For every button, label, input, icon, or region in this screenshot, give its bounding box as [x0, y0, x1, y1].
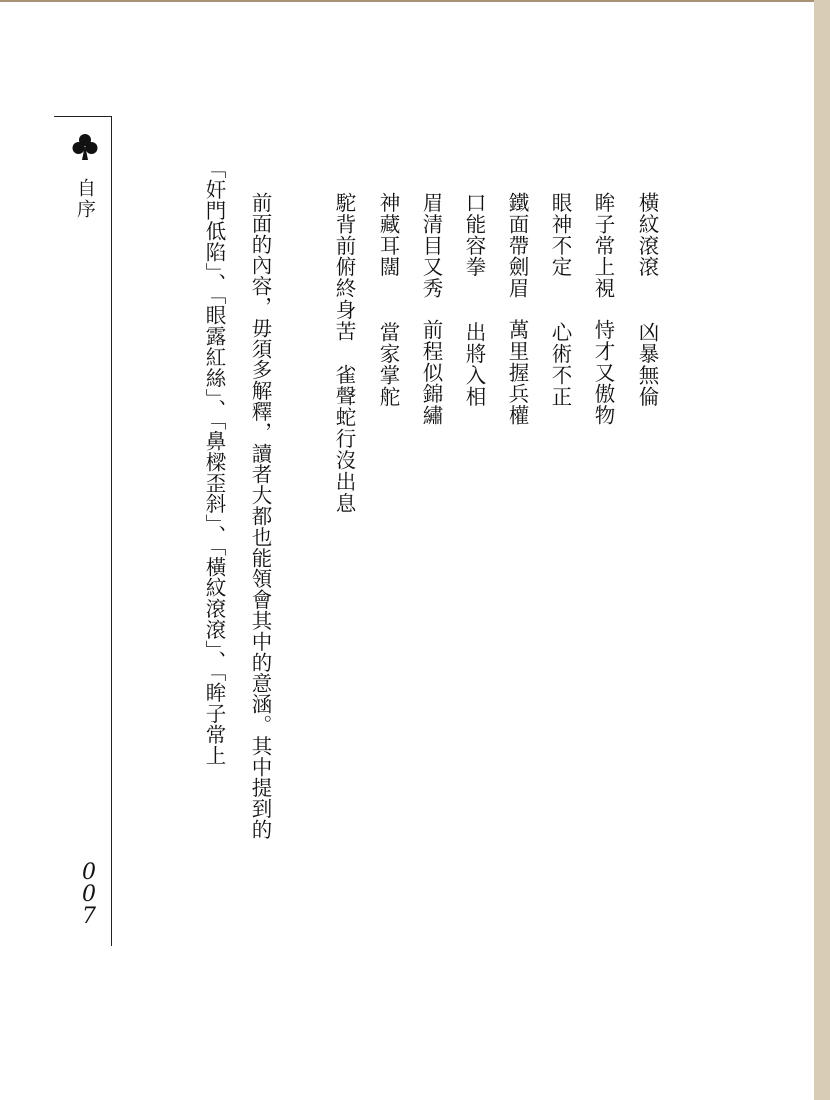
verse-first: 眸子常上視 — [591, 192, 615, 299]
verse-line-6 — [418, 192, 444, 426]
verse-second: 恃才又傲物 — [591, 319, 615, 426]
verse-first: 神藏耳闊 — [376, 192, 400, 278]
verse-first: 眉清目又秀 — [419, 192, 443, 299]
verse-first: 駝背前俯終身苦 — [332, 192, 356, 342]
prose-line-2: 「奸門低陷」、「眼露紅絲」、「鼻樑歪斜」、「橫紋滾滾」、「眸子常上 — [202, 158, 226, 766]
verse-second: 雀聲蛇行沒出息 — [332, 363, 356, 514]
verse-line-3 — [547, 192, 573, 407]
verse-first: 橫紋滾滾 — [635, 192, 659, 278]
verse-first: 眼神不定 — [548, 192, 572, 278]
verse-first: 鐵面帶劍眉 — [505, 192, 529, 299]
verse-first: 口能容拳 — [462, 192, 486, 278]
header-rule-horizontal — [54, 116, 112, 117]
verse-line-8 — [331, 192, 357, 514]
verse-second: 出將入相 — [462, 321, 486, 408]
club-icon — [72, 133, 98, 161]
verse-second: 心術不正 — [548, 321, 572, 408]
right-margin-strip — [814, 0, 830, 1100]
verse-line-7 — [375, 192, 401, 407]
section-title: 自序 — [74, 178, 96, 220]
verse-second: 當家掌舵 — [376, 321, 400, 408]
page-number: 007 — [82, 860, 96, 929]
verse-second: 萬里握兵權 — [505, 319, 529, 426]
verse-second: 凶暴無倫 — [635, 321, 659, 408]
verse-line-4 — [504, 192, 530, 426]
verse-second: 前程似錦繡 — [419, 319, 443, 426]
verse-line-5 — [461, 192, 487, 407]
verse-line-2 — [590, 192, 616, 426]
header-rule-vertical — [111, 116, 112, 946]
verse-line-1 — [634, 192, 660, 407]
prose-line-1: 前面的內容，毋須多解釋，讀者大都也能領會其中的意涵。其中提到的 — [248, 192, 272, 840]
